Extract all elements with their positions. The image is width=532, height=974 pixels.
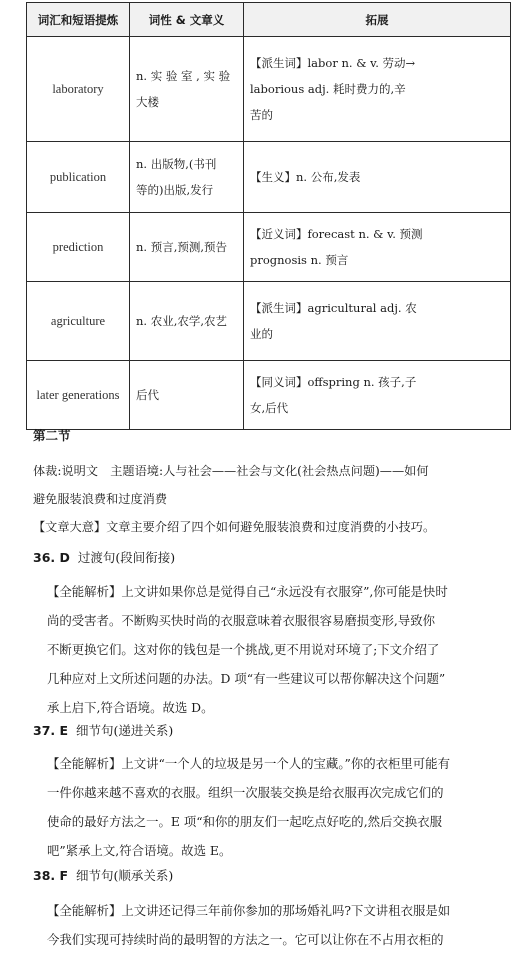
extension-line: prognosis n. 预言 <box>250 253 349 267</box>
analysis-line: 今我们实现可持续时尚的最明智的方法之一。它可以让你在不占用衣柜的 <box>47 932 444 947</box>
extension-line: 业的 <box>250 327 273 341</box>
section-title: 第二节 <box>33 428 71 443</box>
genre-line: 体裁:说明文 主题语境:人与社会——社会与文化(社会热点问题)——如何 <box>33 464 429 478</box>
analysis-line: 【全能解析】上文讲“一个人的垃圾是另一个人的宝藏。”你的衣柜里可能有 <box>47 756 450 771</box>
vocab-meaning <box>130 213 244 282</box>
meaning-line: 大楼 <box>136 95 159 109</box>
question-heading <box>33 866 173 884</box>
column-header-pos: 词性 & 文章义 <box>130 3 244 37</box>
table-header-row <box>27 3 511 37</box>
extension-line: 【近义词】forecast n. & v. 预测 <box>250 227 423 241</box>
vocab-extension <box>244 142 511 213</box>
extension-line: 女,后代 <box>250 401 289 415</box>
extension-line: laborious adj. 耗时费力的,辛 <box>250 82 406 96</box>
article-summary: 【文章大意】文章主要介绍了四个如何避免服装浪费和过度消费的小技巧。 <box>33 520 436 534</box>
question-type: 细节句(顺承关系) <box>76 868 174 883</box>
vocab-word: agriculture <box>27 282 130 361</box>
extension-line: 苦的 <box>250 108 273 122</box>
analysis-line: 使命的最好方法之一。E 项“和你的朋友们一起吃点好吃的,然后交换衣服 <box>47 814 442 829</box>
question-heading <box>33 721 173 739</box>
genre-line-continued: 避免服装浪费和过度消费 <box>33 492 168 506</box>
meaning-line: n. 出版物,(书刊 <box>136 157 217 171</box>
question-heading <box>33 548 175 566</box>
meaning-line: n. 预言,预测,预告 <box>136 240 228 254</box>
extension-line: 【派生词】agricultural adj. 农 <box>250 301 417 315</box>
question-analysis <box>47 577 503 722</box>
analysis-line: 【全能解析】上文讲还记得三年前你参加的那场婚礼吗?下文讲租衣服是如 <box>47 903 451 918</box>
table-row <box>27 37 511 142</box>
analysis-line: 一件你越来越不喜欢的衣服。组织一次服装交换是给衣服再次完成它们的 <box>47 785 444 800</box>
question-number-answer: 36. D <box>33 550 70 565</box>
meaning-line: 后代 <box>136 388 159 402</box>
vocab-meaning <box>130 142 244 213</box>
analysis-line: 吧”紧承上文,符合语境。故选 E。 <box>47 843 232 858</box>
meaning-line: n. 实 验 室 , 实 验 <box>136 69 231 83</box>
analysis-line: 【全能解析】上文讲如果你总是觉得自己“永远没有衣服穿”,你可能是快时 <box>47 584 448 599</box>
vocab-extension <box>244 213 511 282</box>
table-row <box>27 282 511 361</box>
extension-line: 【生义】n. 公布,发表 <box>250 170 361 184</box>
analysis-line: 承上启下,符合语境。故选 D。 <box>47 700 214 715</box>
table-row <box>27 142 511 213</box>
extension-line: 【同义词】offspring n. 孩子,子 <box>250 375 417 389</box>
vocabulary-table <box>26 2 511 430</box>
column-header-extension: 拓展 <box>244 3 511 37</box>
analysis-line: 几种应对上文所述问题的办法。D 项“有一些建议可以帮你解决这个问题” <box>47 671 446 686</box>
analysis-line: 尚的受害者。不断购买快时尚的衣服意味着衣服很容易磨损变形,导致你 <box>47 613 436 628</box>
table-row <box>27 213 511 282</box>
vocab-meaning <box>130 37 244 142</box>
vocab-word: later generations <box>27 361 130 430</box>
extension-line: 【派生词】labor n. & v. 劳动→ <box>250 56 416 70</box>
vocab-extension <box>244 37 511 142</box>
vocab-extension <box>244 361 511 430</box>
vocab-word: publication <box>27 142 130 213</box>
vocab-meaning <box>130 361 244 430</box>
analysis-line: 不断更换它们。这对你的钱包是一个挑战,更不用说对环境了;下文介绍了 <box>47 642 440 657</box>
question-number-answer: 37. E <box>33 723 69 738</box>
vocab-extension <box>244 282 511 361</box>
question-type: 过渡句(段间衔接) <box>77 550 176 565</box>
question-type: 细节句(递进关系) <box>76 723 174 738</box>
meaning-line: n. 农业,农学,农艺 <box>136 314 228 328</box>
table-row <box>27 361 511 430</box>
question-analysis <box>47 749 503 865</box>
question-number-answer: 38. F <box>33 868 69 883</box>
vocab-meaning <box>130 282 244 361</box>
meaning-line: 等的)出版,发行 <box>136 183 214 197</box>
column-header-vocab: 词汇和短语提炼 <box>27 3 130 37</box>
vocab-word: laboratory <box>27 37 130 142</box>
question-analysis <box>47 896 503 954</box>
vocab-word: prediction <box>27 213 130 282</box>
